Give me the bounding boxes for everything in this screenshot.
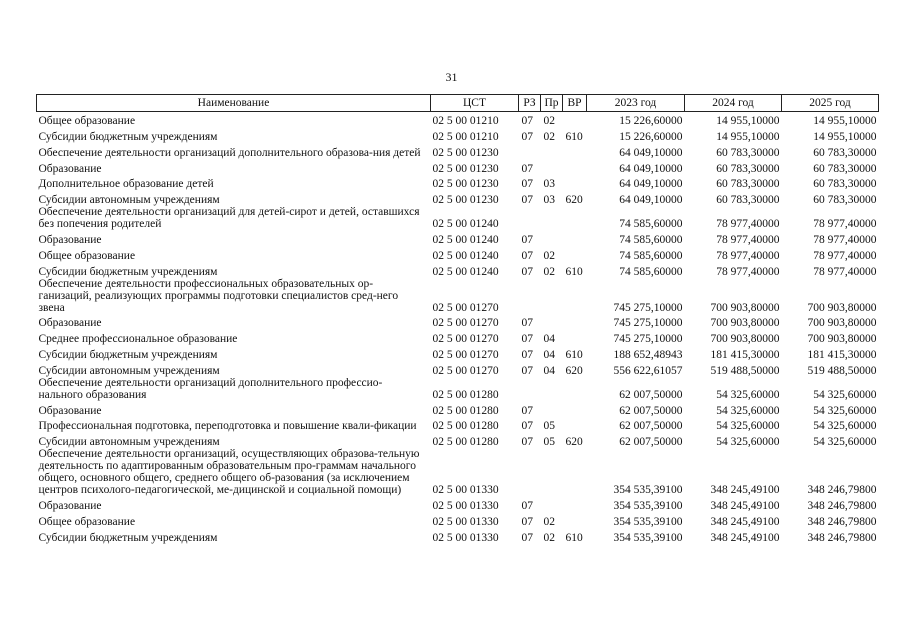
row-name-cell: Обеспечение деятельности организаций дополнительного образова-ния детей	[38, 146, 421, 159]
row-2023-cell: 74 585,60000	[619, 265, 683, 278]
row-2024-cell: 60 783,30000	[716, 162, 780, 175]
row-name-cell: Общее образование	[38, 515, 136, 528]
row-rz-cell: 07	[521, 234, 533, 247]
row-2024-cell: 78 977,40000	[716, 249, 780, 262]
row-pr-cell	[541, 448, 563, 496]
row-vr-cell	[563, 512, 587, 528]
row-vr-cell	[563, 278, 587, 314]
row-2023-cell: 62 007,50000	[619, 436, 683, 449]
row-2023-cell: 354 535,39100	[613, 531, 683, 544]
row-name-cell: Обеспечение деятельности организаций для детей-сирот и детей, оставшихся без попечения родителей	[38, 206, 420, 231]
row-2024-cell: 519 488,50000	[710, 364, 780, 377]
row-2023-cell: 64 049,10000	[619, 194, 683, 207]
table-row	[37, 159, 879, 175]
row-2025-cell: 54 325,60000	[813, 436, 877, 449]
row-pr-cell	[541, 230, 563, 246]
row-vr-cell	[563, 314, 587, 330]
table-row	[37, 262, 879, 278]
row-vr-cell	[563, 377, 587, 401]
column-header-2024: 2024 год	[685, 95, 782, 112]
table-row	[37, 345, 879, 361]
row-rz-cell	[519, 377, 541, 401]
table-row	[37, 528, 879, 544]
row-2023-cell: 15 226,60000	[619, 131, 683, 144]
row-pr-cell: 03	[543, 194, 555, 207]
row-2024-cell: 348 245,49100	[710, 500, 780, 513]
row-pr-cell: 04	[543, 349, 555, 362]
row-rz-cell: 07	[521, 249, 533, 262]
row-2024-cell: 78 977,40000	[716, 234, 780, 247]
row-2025-cell: 14 955,10000	[813, 115, 877, 128]
row-rz-cell	[519, 448, 541, 496]
row-cst-cell: 02 5 00 01240	[432, 234, 499, 247]
row-2025-cell: 700 903,80000	[807, 317, 877, 330]
row-vr-cell: 610	[565, 531, 583, 544]
row-cst-cell: 02 5 00 01270	[432, 301, 499, 314]
row-2024-cell: 60 783,30000	[716, 178, 780, 191]
row-2023-cell: 188 652,48943	[613, 349, 683, 362]
row-cst-cell: 02 5 00 01280	[432, 436, 499, 449]
row-2023-cell: 62 007,50000	[619, 388, 683, 401]
row-vr-cell	[563, 112, 587, 128]
row-2025-cell: 700 903,80000	[807, 333, 877, 346]
row-2024-cell: 14 955,10000	[716, 131, 780, 144]
row-rz-cell: 07	[521, 131, 533, 144]
budget-table	[36, 94, 879, 544]
page-number: 31	[445, 70, 458, 84]
row-name-cell: Общее образование	[38, 249, 136, 262]
column-header-pr: Пр	[541, 95, 563, 112]
row-cst-cell: 02 5 00 01210	[432, 115, 499, 128]
row-2025-cell: 54 325,60000	[813, 420, 877, 433]
row-2024-cell: 700 903,80000	[710, 301, 780, 314]
row-cst-cell: 02 5 00 01230	[432, 178, 499, 191]
row-cst-cell: 02 5 00 01240	[432, 249, 499, 262]
row-2025-cell: 60 783,30000	[813, 162, 877, 175]
row-rz-cell: 07	[521, 317, 533, 330]
row-2025-cell: 78 977,40000	[813, 249, 877, 262]
row-cst-cell: 02 5 00 01330	[432, 500, 499, 513]
row-name-cell: Образование	[38, 500, 102, 513]
column-header-rz: РЗ	[519, 95, 541, 112]
row-pr-cell	[541, 206, 563, 230]
row-2024-cell: 181 415,30000	[710, 349, 780, 362]
column-header-2023: 2023 год	[587, 95, 685, 112]
row-pr-cell: 02	[543, 531, 555, 544]
table-row	[37, 127, 879, 143]
row-2023-cell: 64 049,10000	[619, 146, 683, 159]
row-name-cell: Субсидии автономным учреждениям	[38, 364, 220, 377]
row-2025-cell: 348 246,79800	[807, 484, 877, 497]
row-name-cell: Обеспечение деятельности организаций дополнительного профессио-нального образования	[38, 376, 383, 401]
row-2023-cell: 74 585,60000	[619, 218, 683, 231]
table-row	[37, 246, 879, 262]
table-body	[37, 112, 879, 544]
row-pr-cell	[541, 377, 563, 401]
table-row	[37, 329, 879, 345]
row-name-cell: Субсидии бюджетным учреждениям	[38, 265, 218, 278]
row-cst-cell: 02 5 00 01280	[432, 420, 499, 433]
row-2024-cell: 348 245,49100	[710, 515, 780, 528]
row-name-cell: Образование	[38, 404, 102, 417]
row-pr-cell	[541, 314, 563, 330]
row-2025-cell: 348 246,79800	[807, 500, 877, 513]
row-vr-cell: 620	[565, 364, 583, 377]
row-2024-cell: 14 955,10000	[716, 115, 780, 128]
table-row	[37, 377, 879, 401]
row-rz-cell: 07	[521, 436, 533, 449]
row-rz-cell: 07	[521, 420, 533, 433]
row-cst-cell: 02 5 00 01270	[432, 317, 499, 330]
row-2025-cell: 54 325,60000	[813, 404, 877, 417]
row-pr-cell: 02	[543, 249, 555, 262]
row-pr-cell	[541, 496, 563, 512]
table-row	[37, 112, 879, 128]
row-2025-cell: 14 955,10000	[813, 131, 877, 144]
row-pr-cell: 04	[543, 364, 555, 377]
table-header-row	[37, 95, 879, 112]
table-row	[37, 417, 879, 433]
row-2025-cell: 60 783,30000	[813, 178, 877, 191]
row-name-cell: Субсидии бюджетным учреждениям	[38, 349, 218, 362]
row-pr-cell: 05	[543, 436, 555, 449]
row-2024-cell: 60 783,30000	[716, 146, 780, 159]
row-rz-cell: 07	[521, 531, 533, 544]
row-rz-cell: 07	[521, 178, 533, 191]
row-cst-cell: 02 5 00 01330	[432, 484, 499, 497]
row-2025-cell: 348 246,79800	[807, 515, 877, 528]
table-row	[37, 175, 879, 191]
row-rz-cell: 07	[521, 404, 533, 417]
row-cst-cell: 02 5 00 01240	[432, 218, 499, 231]
row-pr-cell	[541, 143, 563, 159]
row-vr-cell: 610	[565, 265, 583, 278]
table-row	[37, 206, 879, 230]
row-name-cell: Образование	[38, 162, 102, 175]
row-vr-cell: 610	[565, 349, 583, 362]
row-2023-cell: 64 049,10000	[619, 178, 683, 191]
row-rz-cell: 07	[521, 364, 533, 377]
row-rz-cell: 07	[521, 515, 533, 528]
row-vr-cell	[563, 246, 587, 262]
row-rz-cell: 07	[521, 333, 533, 346]
row-name-cell: Общее образование	[38, 115, 136, 128]
row-2023-cell: 745 275,10000	[613, 301, 683, 314]
row-name-cell: Субсидии автономным учреждениям	[38, 436, 220, 449]
row-vr-cell: 610	[565, 131, 583, 144]
row-pr-cell: 02	[543, 515, 555, 528]
row-name-cell: Образование	[38, 234, 102, 247]
row-pr-cell: 02	[543, 265, 555, 278]
row-2025-cell: 60 783,30000	[813, 194, 877, 207]
table-row	[37, 512, 879, 528]
row-cst-cell: 02 5 00 01330	[432, 531, 499, 544]
row-2025-cell: 348 246,79800	[807, 531, 877, 544]
row-vr-cell	[563, 496, 587, 512]
row-pr-cell: 04	[543, 333, 555, 346]
row-2024-cell: 54 325,60000	[716, 420, 780, 433]
row-rz-cell: 07	[521, 265, 533, 278]
column-header-name: Наименование	[37, 95, 431, 112]
row-pr-cell: 05	[543, 420, 555, 433]
row-cst-cell: 02 5 00 01230	[432, 162, 499, 175]
row-cst-cell: 02 5 00 01280	[432, 388, 499, 401]
row-rz-cell: 07	[521, 349, 533, 362]
row-name-cell: Дополнительное образование детей	[38, 178, 214, 191]
table-row	[37, 401, 879, 417]
row-vr-cell	[563, 448, 587, 496]
table-row	[37, 448, 879, 496]
row-2024-cell: 78 977,40000	[716, 265, 780, 278]
row-rz-cell	[519, 143, 541, 159]
row-pr-cell	[541, 401, 563, 417]
table-row	[37, 278, 879, 314]
column-header-cst: ЦСТ	[431, 95, 519, 112]
row-2024-cell: 54 325,60000	[716, 436, 780, 449]
row-2023-cell: 556 622,61057	[613, 364, 683, 377]
row-2023-cell: 354 535,39100	[613, 515, 683, 528]
row-2023-cell: 745 275,10000	[613, 333, 683, 346]
row-pr-cell	[541, 159, 563, 175]
table-row	[37, 496, 879, 512]
row-cst-cell: 02 5 00 01270	[432, 333, 499, 346]
row-vr-cell	[563, 206, 587, 230]
row-2024-cell: 700 903,80000	[710, 333, 780, 346]
row-pr-cell: 02	[543, 131, 555, 144]
row-cst-cell: 02 5 00 01230	[432, 194, 499, 207]
row-2025-cell: 54 325,60000	[813, 388, 877, 401]
row-vr-cell	[563, 329, 587, 345]
row-rz-cell: 07	[521, 115, 533, 128]
row-vr-cell	[563, 143, 587, 159]
column-header-2025: 2025 год	[782, 95, 879, 112]
row-2024-cell: 54 325,60000	[716, 404, 780, 417]
row-vr-cell	[563, 175, 587, 191]
row-2023-cell: 62 007,50000	[619, 404, 683, 417]
row-2023-cell: 62 007,50000	[619, 420, 683, 433]
row-2023-cell: 354 535,39100	[613, 500, 683, 513]
row-2025-cell: 181 415,30000	[807, 349, 877, 362]
row-cst-cell: 02 5 00 01270	[432, 364, 499, 377]
row-vr-cell: 620	[565, 194, 583, 207]
row-vr-cell	[563, 159, 587, 175]
row-name-cell: Обеспечение деятельности организаций, осуществляющих образова-тельную деятельность по адаптированным образовательным про-граммам начального общего, основного общего, среднего общего об-разования (за исключением центров психолого-педагогической, ме-дицинской и социальной помощи)	[38, 448, 420, 497]
row-pr-cell: 02	[543, 115, 555, 128]
row-rz-cell	[519, 278, 541, 314]
row-vr-cell	[563, 401, 587, 417]
row-pr-cell	[541, 278, 563, 314]
row-cst-cell: 02 5 00 01230	[432, 146, 499, 159]
row-name-cell: Субсидии бюджетным учреждениям	[38, 531, 218, 544]
row-name-cell: Субсидии бюджетным учреждениям	[38, 131, 218, 144]
row-cst-cell: 02 5 00 01210	[432, 131, 499, 144]
row-rz-cell	[519, 206, 541, 230]
row-pr-cell: 03	[543, 178, 555, 191]
table-row	[37, 432, 879, 448]
row-name-cell: Обеспечение деятельности профессиональных образовательных ор-ганизаций, реализующих программы подготовки специалистов сред-него звена	[38, 277, 399, 314]
row-cst-cell: 02 5 00 01280	[432, 404, 499, 417]
row-name-cell: Образование	[38, 317, 102, 330]
row-2023-cell: 745 275,10000	[613, 317, 683, 330]
row-2024-cell: 60 783,30000	[716, 194, 780, 207]
row-rz-cell: 07	[521, 162, 533, 175]
row-2025-cell: 78 977,40000	[813, 234, 877, 247]
row-vr-cell	[563, 230, 587, 246]
table-row	[37, 314, 879, 330]
row-name-cell: Профессиональная подготовка, переподготовка и повышение квали-фикации	[38, 420, 417, 433]
table-row	[37, 190, 879, 206]
row-2023-cell: 354 535,39100	[613, 484, 683, 497]
row-2024-cell: 348 245,49100	[710, 531, 780, 544]
row-name-cell: Субсидии автономным учреждениям	[38, 194, 220, 207]
row-rz-cell: 07	[521, 500, 533, 513]
row-2024-cell: 78 977,40000	[716, 218, 780, 231]
row-cst-cell: 02 5 00 01240	[432, 265, 499, 278]
row-name-cell: Среднее профессиональное образование	[38, 333, 238, 346]
row-2024-cell: 700 903,80000	[710, 317, 780, 330]
row-vr-cell	[563, 417, 587, 433]
row-2025-cell: 60 783,30000	[813, 146, 877, 159]
row-2025-cell: 519 488,50000	[807, 364, 877, 377]
row-vr-cell: 620	[565, 436, 583, 449]
row-cst-cell: 02 5 00 01330	[432, 515, 499, 528]
table-row	[37, 143, 879, 159]
row-2025-cell: 700 903,80000	[807, 301, 877, 314]
row-2023-cell: 64 049,10000	[619, 162, 683, 175]
row-2023-cell: 74 585,60000	[619, 249, 683, 262]
table-row	[37, 230, 879, 246]
row-2025-cell: 78 977,40000	[813, 218, 877, 231]
row-cst-cell: 02 5 00 01270	[432, 349, 499, 362]
row-2024-cell: 54 325,60000	[716, 388, 780, 401]
row-2024-cell: 348 245,49100	[710, 484, 780, 497]
table-row	[37, 361, 879, 377]
column-header-vr: ВР	[563, 95, 587, 112]
row-rz-cell: 07	[521, 194, 533, 207]
row-2023-cell: 74 585,60000	[619, 234, 683, 247]
row-2023-cell: 15 226,60000	[619, 115, 683, 128]
row-2025-cell: 78 977,40000	[813, 265, 877, 278]
